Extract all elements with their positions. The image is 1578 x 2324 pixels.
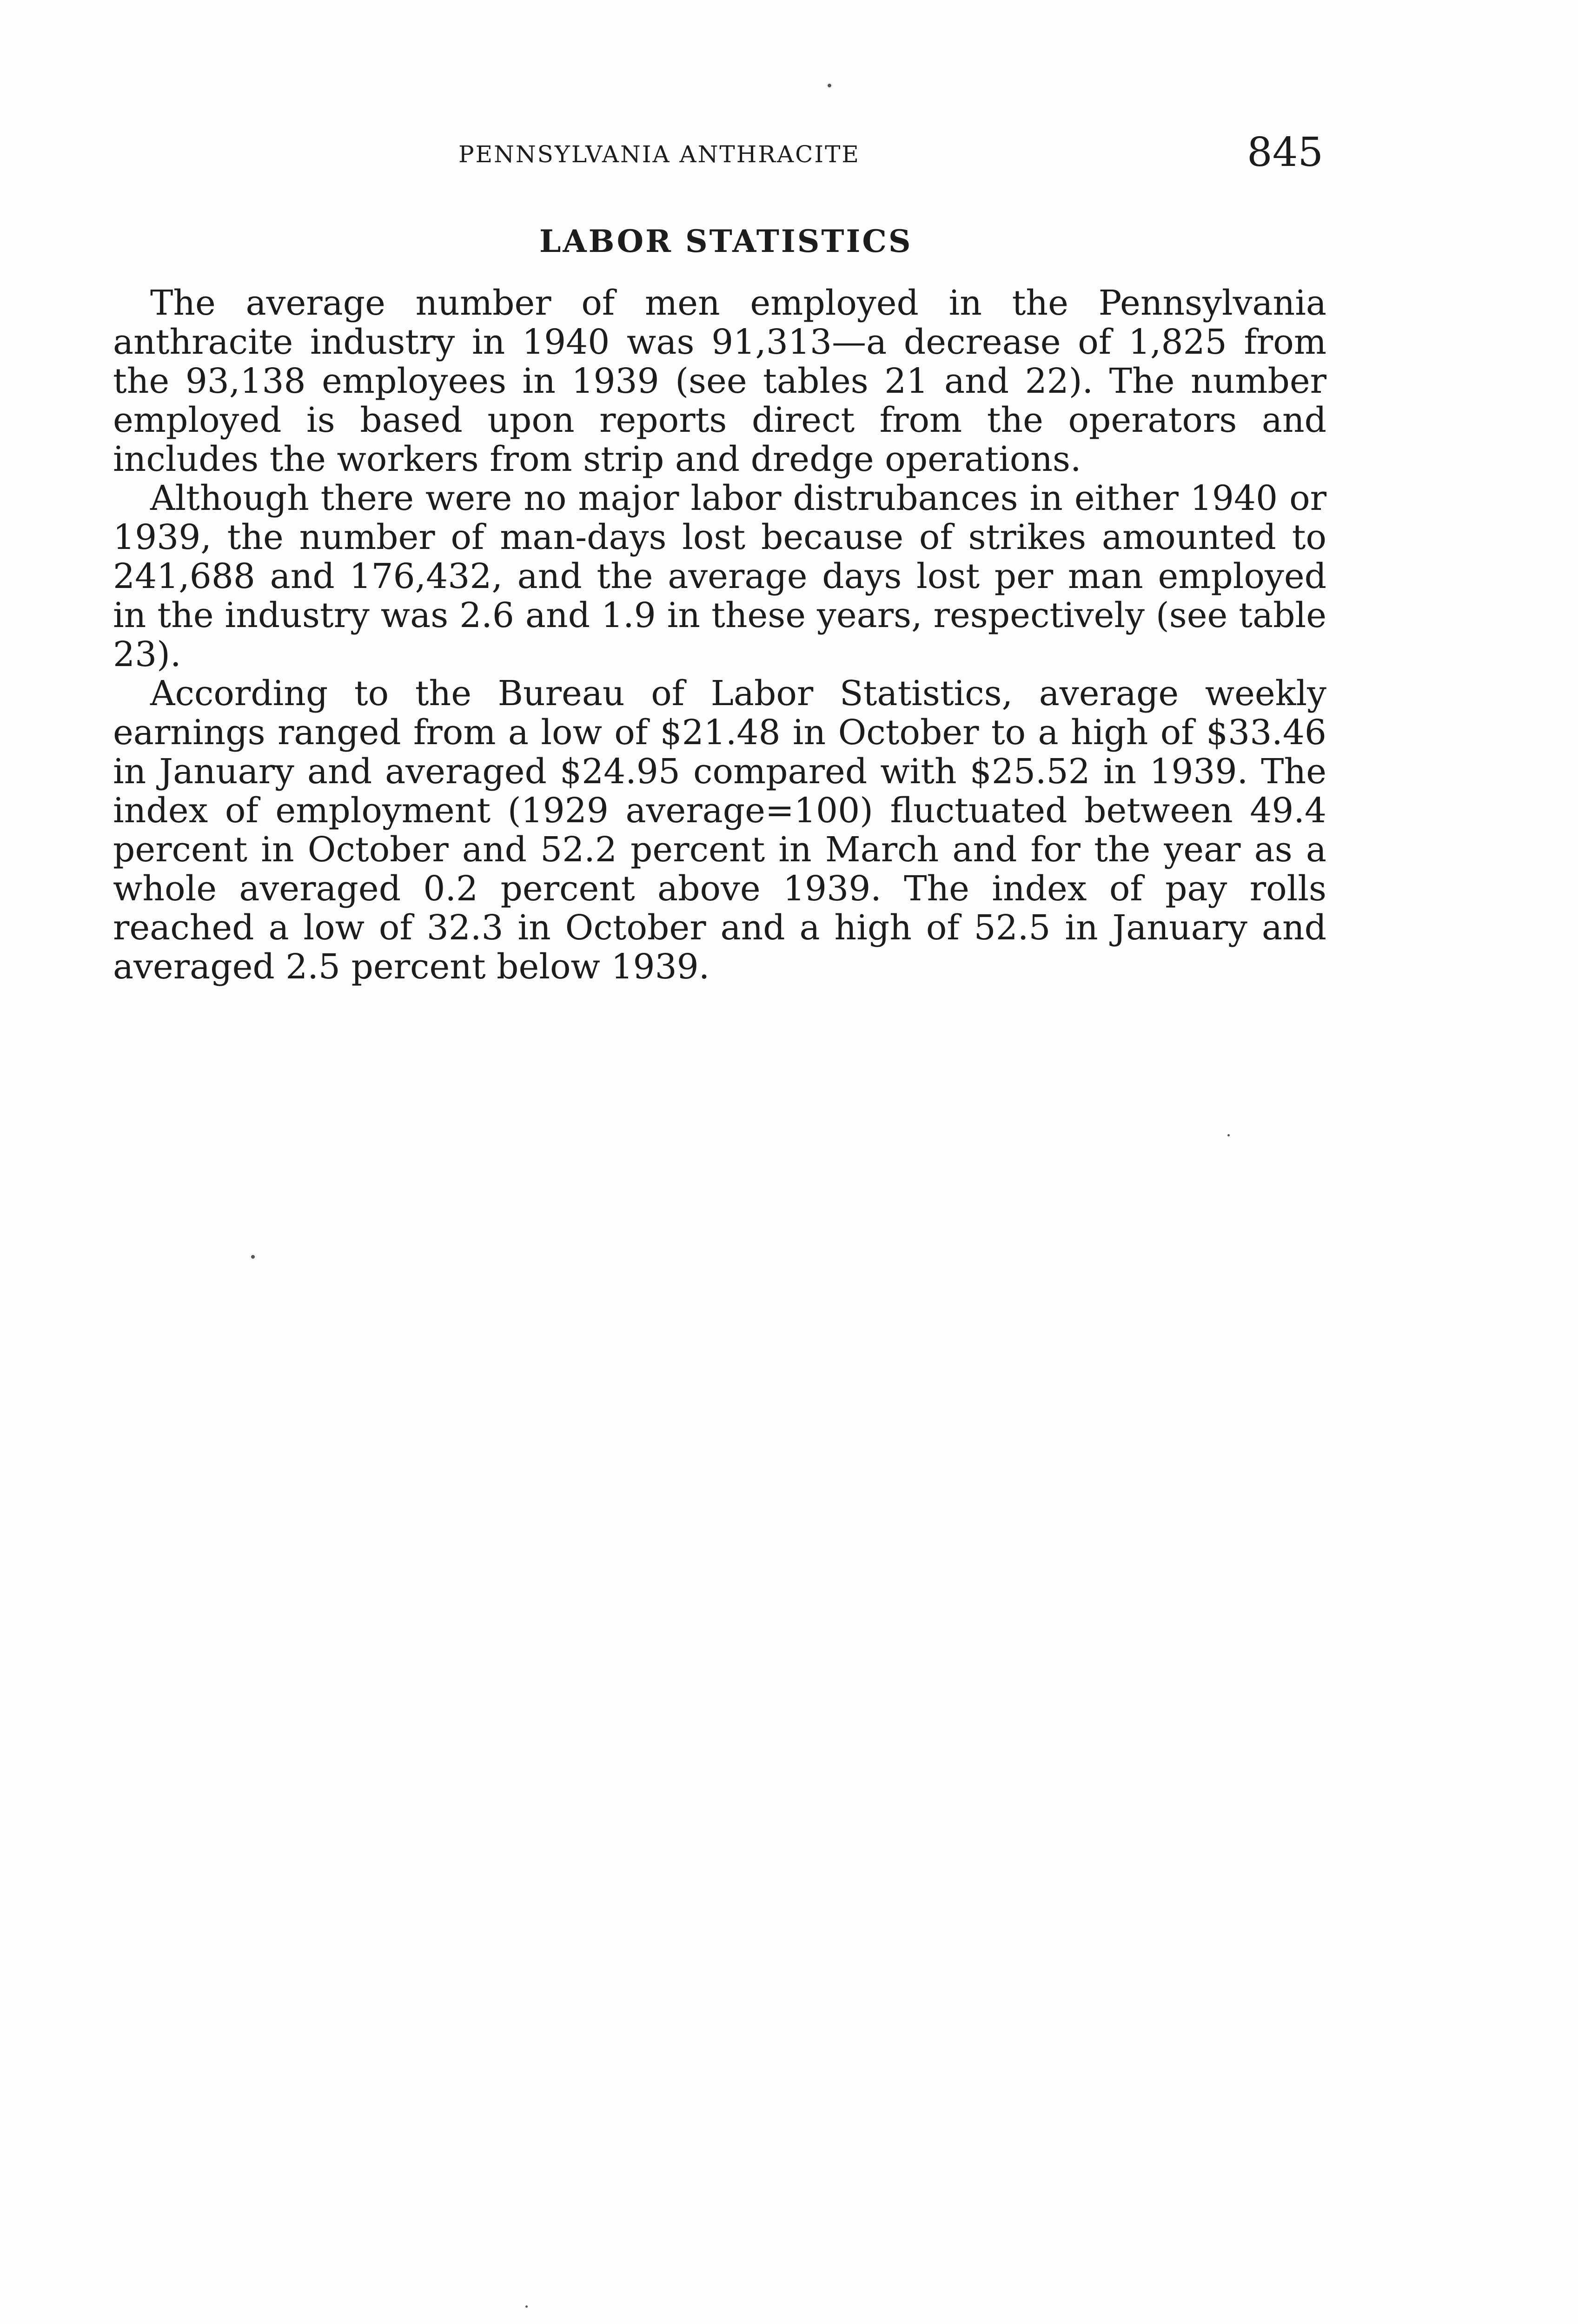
- page-number: 845: [1247, 129, 1324, 176]
- speck-mark: [828, 84, 831, 87]
- paragraph-employment: The average number of men employed in the Pennsylvania anthracite industry in 1940 was 91,313—a decrease of 1,825 from the 93,138 employees in 1939 (see tables 21 and 22). The number employed is based upon reports direct from the operators and includes the workers from strip and dredge operations.: [113, 283, 1326, 479]
- body-text: [113, 284, 1326, 986]
- paragraph-earnings: According to the Bureau of Labor Statistics, average weekly earnings ranged from a low of $21.48 in October to a high of $33.46 in January and averaged $24.95 compared with $25.52 in 1939. The index of employment (1929 average=100) fluctuated between 49.4 percent in October and 52.2 percent in March and for the year as a whole averaged 0.2 percent above 1939. The index of pay rolls reached a low of 32.3 in October and a high of 52.5 in January and averaged 2.5 percent below 1939.: [113, 673, 1326, 987]
- speck-mark: [251, 1255, 255, 1259]
- paragraph-strikes: Although there were no major labor distrubances in either 1940 or 1939, the number of man-days lost because of strikes amounted to 241,688 and 176,432, and the average days lost per man employed in the industry was 2.6 and 1.9 in these years, respectively (see table 23).: [113, 478, 1326, 674]
- section-heading: LABOR STATISTICS: [539, 223, 913, 259]
- speck-mark: [525, 2305, 528, 2308]
- running-head: PENNSYLVANIA ANTHRACITE: [458, 141, 860, 168]
- speck-mark: [1227, 1134, 1230, 1136]
